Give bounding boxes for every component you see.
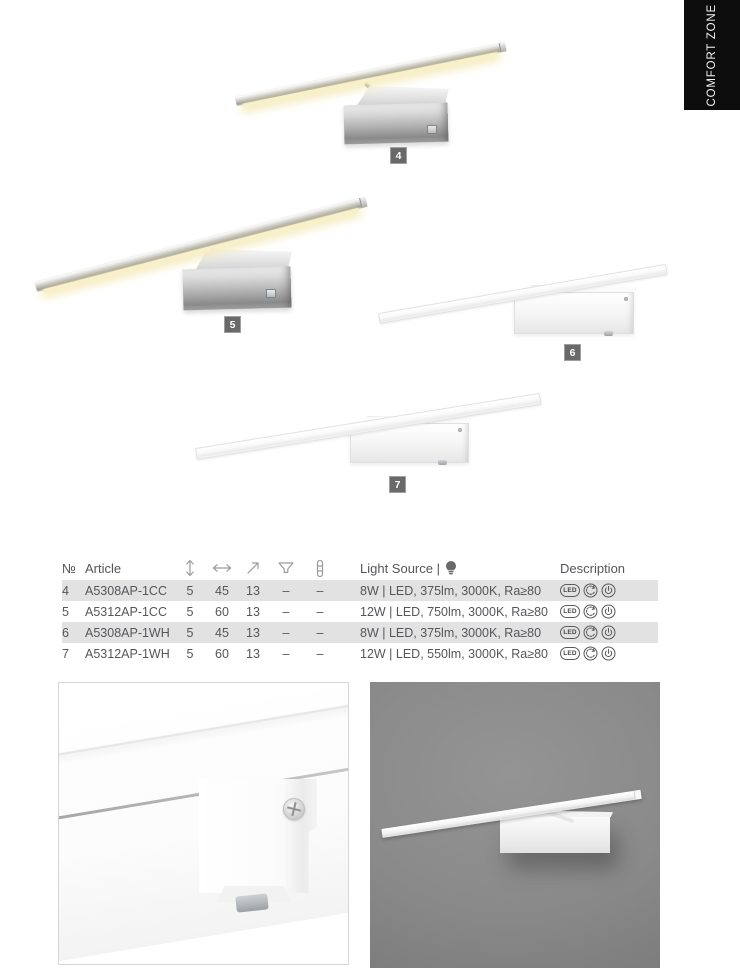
cell-num: 7 <box>62 646 69 661</box>
cell-light-source: 8W | LED, 375lm, 3000K, Ra≥80 <box>360 583 542 598</box>
spec-table-body <box>62 580 658 664</box>
screw-icon <box>283 798 305 820</box>
product-badge-6: 6 <box>564 344 581 361</box>
cell-projection: 13 <box>246 604 260 619</box>
header-light-source: Light Source | <box>336 560 552 576</box>
power-icon <box>601 604 616 619</box>
cell-article: A5308AP-1CC <box>85 583 167 598</box>
bulb-icon <box>445 560 457 576</box>
cell-width: 60 <box>215 604 229 619</box>
cell-shade: – <box>282 604 290 619</box>
rotate-icon <box>583 646 598 661</box>
fixture-switch <box>266 289 276 298</box>
cell-height: 5 <box>186 646 194 661</box>
led-icon: LED <box>560 605 580 618</box>
height-arrow-icon <box>184 558 196 578</box>
cell-shade: – <box>282 583 290 598</box>
cell-description-icons <box>552 604 658 619</box>
fixture-switch <box>427 125 437 134</box>
cell-description-icons <box>552 625 658 640</box>
cell-article: A5308AP-1WH <box>85 625 170 640</box>
shade-diameter-icon <box>268 561 304 575</box>
table-row <box>62 643 658 664</box>
fixture-switch <box>604 331 613 336</box>
cell-suspension: – <box>316 583 324 598</box>
header-num: № <box>62 560 76 576</box>
fixture-switch <box>235 893 268 912</box>
cell-width: 45 <box>215 625 229 640</box>
cell-num: 4 <box>62 583 69 598</box>
cell-suspension: – <box>316 625 324 640</box>
comfort-zone-label: COMFORT ZONE <box>706 3 718 107</box>
table-header <box>62 556 658 580</box>
rotate-icon <box>583 583 598 598</box>
power-icon <box>601 646 616 661</box>
suspension-icon <box>304 559 336 578</box>
cell-shade: – <box>282 646 290 661</box>
cell-light-source: 12W | LED, 550lm, 3000K, Ra≥80 <box>360 646 548 661</box>
cell-num: 5 <box>62 604 69 619</box>
shade-diameter-icon <box>277 561 295 575</box>
fixture-mount <box>344 103 449 145</box>
cell-suspension: – <box>316 604 324 619</box>
cell-projection: 13 <box>246 625 260 640</box>
cell-description-icons <box>552 646 658 661</box>
product-badge-7: 7 <box>389 476 406 493</box>
cell-height: 5 <box>186 604 194 619</box>
screw-icon <box>624 297 628 301</box>
cell-light-source: 8W | LED, 375lm, 3000K, Ra≥80 <box>360 625 542 640</box>
cell-shade: – <box>282 625 290 640</box>
suspension-icon <box>315 559 325 578</box>
cell-description-icons <box>552 583 658 598</box>
bulb-icon <box>445 560 457 576</box>
power-icon <box>601 583 616 598</box>
cell-projection: 13 <box>246 583 260 598</box>
header-article: Article <box>85 560 122 576</box>
height-arrow-icon <box>174 558 206 578</box>
cell-article: A5312AP-1CC <box>85 604 167 619</box>
cell-height: 5 <box>186 583 194 598</box>
led-icon: LED <box>560 626 580 639</box>
fixture-mount <box>500 816 610 853</box>
power-icon <box>601 625 616 640</box>
projection-arrow-icon <box>238 560 268 576</box>
header-description: Description <box>560 560 626 576</box>
fixture-switch <box>438 460 447 465</box>
comfort-zone-tab <box>684 0 740 110</box>
width-arrow-icon <box>211 562 233 574</box>
table-row <box>62 601 658 622</box>
width-arrow-icon <box>206 562 238 574</box>
fixture-mount-closeup <box>199 779 317 893</box>
ambient-photo <box>370 682 660 968</box>
table-row <box>62 580 658 601</box>
cell-width: 45 <box>215 583 229 598</box>
cell-article: A5312AP-1WH <box>85 646 170 661</box>
cell-width: 60 <box>215 646 229 661</box>
led-icon: LED <box>560 584 580 597</box>
product-badge-5: 5 <box>224 316 241 333</box>
cell-suspension: – <box>316 646 324 661</box>
cell-light-source: 12W | LED, 750lm, 3000K, Ra≥80 <box>360 604 548 619</box>
rotate-icon <box>583 625 598 640</box>
projection-arrow-icon <box>245 560 261 576</box>
screw-icon <box>458 428 462 432</box>
product-badge-4: 4 <box>390 147 407 164</box>
table-row <box>62 622 658 643</box>
cell-projection: 13 <box>246 646 260 661</box>
cell-height: 5 <box>186 625 194 640</box>
led-icon: LED <box>560 647 580 660</box>
fixture-mount <box>514 292 634 334</box>
rotate-icon <box>583 604 598 619</box>
cell-num: 6 <box>62 625 69 640</box>
spec-table <box>62 556 658 664</box>
detail-photo <box>58 682 349 965</box>
